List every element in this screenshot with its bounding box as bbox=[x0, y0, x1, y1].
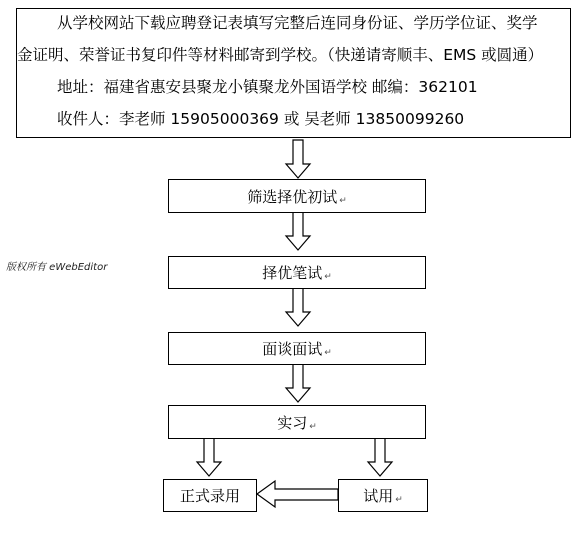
down-arrow-left bbox=[197, 437, 221, 476]
recipient-line: 收件人：李老师 15905000369 或 吴老师 13850099260 bbox=[57, 110, 465, 128]
down-arrow-3 bbox=[286, 286, 310, 326]
watermark: 版权所有 eWebEditor bbox=[6, 262, 108, 273]
instruction-line-2: 金证明、荣誉证书复印件等材料邮寄到学校。（快递请寄顺丰、EMS 或圆通） bbox=[17, 46, 544, 64]
step-probation bbox=[338, 479, 428, 512]
down-arrow-1 bbox=[286, 140, 310, 178]
step-internship-label: 实习 bbox=[277, 413, 308, 432]
down-arrow-right bbox=[368, 437, 392, 476]
address-line: 地址：福建省惠安县聚龙小镇聚龙外国语学校 邮编：362101 bbox=[57, 78, 478, 96]
down-arrow-2 bbox=[286, 211, 310, 250]
step-interview-label: 面谈面试 bbox=[262, 340, 323, 358]
return-mark: ↵ bbox=[339, 196, 347, 206]
step-internship bbox=[168, 405, 426, 439]
down-arrow-4 bbox=[286, 363, 310, 402]
step-written-test-label: 择优笔试 bbox=[262, 264, 323, 282]
step-hired bbox=[163, 479, 257, 512]
step-screening bbox=[168, 179, 426, 213]
return-mark: ↵ bbox=[324, 348, 332, 358]
step-written-test bbox=[168, 256, 426, 289]
return-mark: ↵ bbox=[309, 422, 317, 432]
step-probation-label: 试用 bbox=[363, 487, 394, 505]
return-mark: ↵ bbox=[395, 495, 403, 505]
left-arrow bbox=[257, 481, 338, 507]
step-screening-label: 筛选择优初试 bbox=[247, 187, 338, 206]
step-interview bbox=[168, 332, 426, 365]
instruction-line-1: 从学校网站下载应聘登记表填写完整后连同身份证、学历学位证、奖学 bbox=[57, 14, 538, 32]
step-hired-label: 正式录用 bbox=[179, 487, 240, 505]
return-mark: ↵ bbox=[324, 272, 332, 282]
instruction-box bbox=[16, 8, 571, 138]
